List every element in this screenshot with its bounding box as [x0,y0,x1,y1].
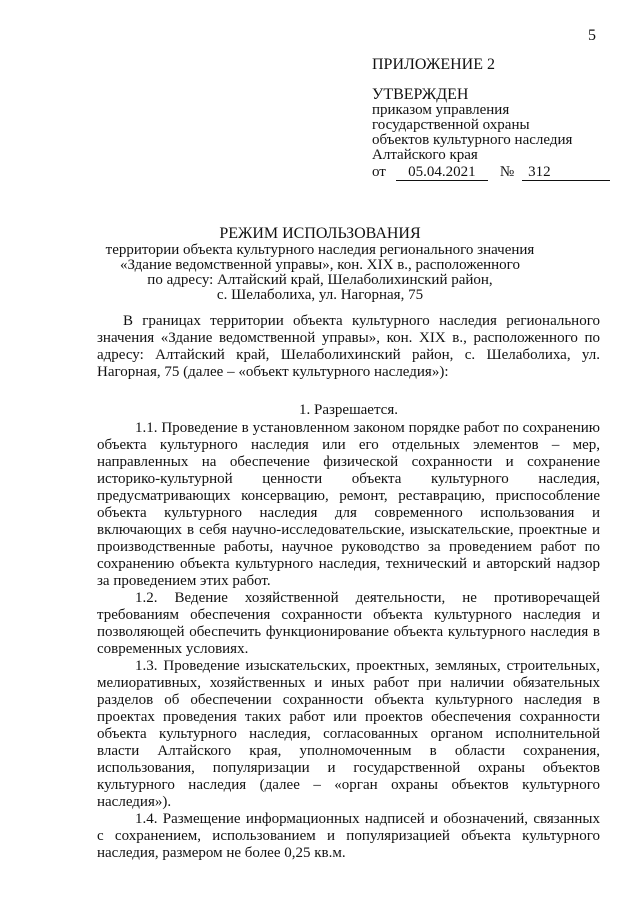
clause-1-2: 1.2. Ведение хозяйственной деятельности, не противоречащей требованиям обеспечения сохранности объекта культурного наследия и позволяющей обеспечить функционирование объекта культурного наследия в современных условиях. [97,590,600,657]
issuer-line: государственной охраны [372,117,530,133]
issuer-line: объектов культурного наследия [372,132,573,148]
document-title: РЕЖИМ ИСПОЛЬЗОВАНИЯ [219,225,421,242]
page-number: 5 [588,27,596,44]
subtitle-line: с. Шелаболиха, ул. Нагорная, 75 [216,287,424,303]
issuer-line: приказом управления [372,102,510,118]
clause-1-3: 1.3. Проведение изыскательских, проектных, земляных, строительных, мелиоративных, хозяйственных и иных работ при наличии обязательных разделов об обеспечении сохранности объекта культурного наследия в проектах проведения таких работ или проектов обеспечения сохранности объекта культурного наследия, согласованных органом исполнительной власти Алтайского края, уполномоченным в области сохранения, использования, популяризации и государственной охраны объектов культурного наследия (далее – «орган охраны объектов культурного наследия»). [97,658,600,810]
clause-1-1: 1.1. Проведение в установленном законом порядке работ по сохранению объекта культурного наследия или его отдельных элементов – мер, направленных на обеспечение физической сохранности и сохранение историко-культурной ценности объекта культурного наследия, предусматривающих консервацию, ремонт, реставрацию, приспособление объекта культурного наследия для современного использования и включающих в себя научно-исследовательские, изыскательские, проектные и производственные работы, научное руководство за проведением работ по сохранению объекта культурного наследия, технический и авторский надзор за проведением этих работ. [97,420,600,589]
issuer-line: Алтайского края [372,147,478,163]
intro-paragraph: В границах территории объекта культурного наследия регионального значения «Здание ведомственной управы», кон. XIX в., расположенного по адресу: Алтайский край, Шелаболихинский район, с. Шелаболиха, ул. Нагорная, 75 (далее – «объект культурного наследия»): [97,313,600,380]
order-number: 312 [522,165,610,181]
appendix-label: ПРИЛОЖЕНИЕ 2 [372,56,496,73]
subtitle-line: по адресу: Алтайский край, Шелаболихинский район, [147,272,493,288]
approval-block [372,56,622,181]
order-line [372,165,622,181]
order-date: 05.04.2021 [396,165,488,181]
subtitle-line: территории объекта культурного наследия регионального значения [105,242,535,258]
approved-label: УТВЕРЖДЕН [372,86,469,103]
clause-1-4: 1.4. Размещение информационных надписей и обозначений, связанных с сохранением, использованием и популяризацией объекта культурного наследия, размером не более 0,25 кв.м. [97,811,600,861]
document-body [97,313,600,862]
number-sign: № [499,164,515,180]
section-title: 1. Разрешается. [299,402,398,418]
document-heading [60,225,580,303]
subtitle-line: «Здание ведомственной управы», кон. XIX в., расположенного [120,257,520,273]
date-prefix: от [372,164,386,180]
